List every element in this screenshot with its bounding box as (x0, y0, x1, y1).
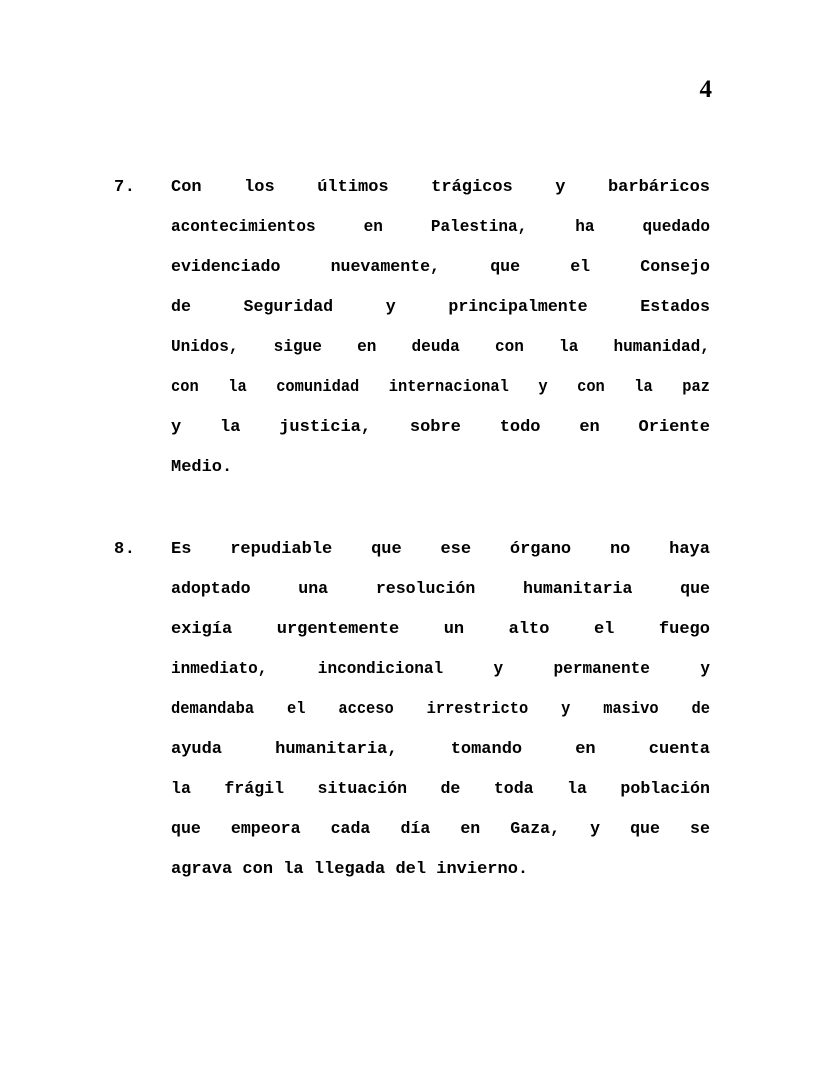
text-line (171, 208, 710, 248)
word: se (690, 820, 710, 839)
word: repudiable (230, 540, 333, 559)
numbered-paragraph (114, 168, 710, 488)
word: día (400, 820, 431, 839)
text-line (171, 368, 710, 408)
word: población (620, 780, 710, 799)
word: la (283, 860, 304, 879)
word: demandaba (171, 700, 255, 719)
paragraph-text (171, 530, 710, 890)
paragraph-number: 7. (114, 178, 136, 197)
word: Consejo (640, 258, 710, 277)
word: y (385, 298, 396, 317)
word: evidenciado (171, 258, 281, 277)
word: que (680, 580, 710, 599)
word: en (363, 218, 383, 237)
word: trágicos (431, 178, 513, 197)
word: toda (493, 780, 534, 799)
word: comunidad (276, 378, 360, 397)
word: con (494, 338, 524, 357)
text-line (171, 690, 710, 730)
word: la (634, 378, 653, 397)
text-line (171, 610, 710, 650)
word: el (286, 700, 306, 719)
word: principalmente (448, 298, 588, 317)
word: incondicional (317, 660, 444, 679)
word: ayuda (171, 740, 223, 759)
word: de (691, 700, 710, 719)
word: con (577, 378, 605, 397)
word: agrava (171, 860, 233, 879)
word: humanidad, (613, 338, 710, 357)
word: humanitaria, (275, 740, 398, 759)
word: Oriente (638, 418, 710, 437)
word: irrestricto (426, 700, 529, 719)
word: que (490, 258, 521, 277)
word: con (242, 860, 274, 879)
paragraph-number: 8. (114, 540, 136, 559)
text-line (171, 168, 710, 208)
text-line (171, 408, 710, 448)
word: con (171, 378, 199, 397)
word: del (395, 860, 427, 879)
word: Unidos, (171, 338, 239, 357)
word: invierno. (436, 860, 529, 879)
word: en (357, 338, 377, 357)
text-line (171, 328, 710, 368)
word: barbáricos (607, 178, 710, 197)
word: órgano (509, 540, 572, 559)
word: últimos (317, 178, 389, 197)
word: Palestina, (430, 218, 528, 237)
word: no (609, 540, 631, 559)
page-number: 4 (699, 76, 712, 103)
word: acontecimientos (171, 218, 316, 237)
word: una (298, 580, 329, 599)
word: llegada (313, 860, 386, 879)
word: la (567, 780, 587, 799)
word: el (593, 620, 615, 639)
text-line (171, 448, 710, 488)
word: Gaza, (510, 820, 561, 839)
word: que (171, 820, 201, 839)
word: resolución (375, 580, 476, 599)
word: permanente (553, 660, 650, 679)
word: la (171, 780, 191, 799)
word: y (590, 820, 601, 839)
word: la (220, 418, 241, 437)
text-line (171, 850, 710, 890)
word: el (570, 258, 591, 277)
word: sobre (409, 418, 461, 437)
word: fuego (658, 620, 710, 639)
document-body (114, 168, 710, 890)
word: Es (171, 540, 192, 559)
text-line (171, 650, 710, 690)
word: que (630, 820, 660, 839)
word: sigue (273, 338, 322, 357)
word: humanitaria (523, 580, 633, 599)
word: Seguridad (243, 298, 334, 317)
word: cuenta (648, 740, 710, 759)
word: exigía (171, 620, 233, 639)
text-line (171, 770, 710, 810)
word: en (579, 418, 600, 437)
word: haya (669, 540, 710, 559)
word: y (493, 660, 504, 679)
word: adoptado (171, 580, 251, 599)
word: en (460, 820, 481, 839)
word: frágil (224, 780, 285, 799)
word: tomando (450, 740, 523, 759)
numbered-paragraph (114, 530, 710, 890)
word: quedado (642, 218, 710, 237)
word: empeora (230, 820, 301, 839)
text-line (171, 288, 710, 328)
word: ese (440, 540, 472, 559)
word: justicia, (279, 418, 372, 437)
text-line (171, 248, 710, 288)
word: y (538, 378, 548, 397)
word: y (171, 418, 182, 437)
text-line (171, 530, 710, 570)
word: ha (575, 218, 595, 237)
word: inmediato, (171, 660, 268, 679)
word: todo (499, 418, 541, 437)
word: los (244, 178, 275, 197)
word: Estados (640, 298, 710, 317)
word: deuda (411, 338, 460, 357)
word: paz (682, 378, 710, 397)
word: nuevamente, (330, 258, 441, 277)
word: la (559, 338, 579, 357)
word: de (171, 298, 191, 317)
word: un (443, 620, 465, 639)
word: en (575, 740, 596, 759)
word: acceso (338, 700, 394, 719)
word: que (371, 540, 402, 559)
word: y (700, 660, 710, 679)
word: Con (171, 178, 202, 197)
text-line (171, 570, 710, 610)
word: y (555, 178, 566, 197)
paragraph-text (171, 168, 710, 488)
word: masivo (603, 700, 659, 719)
word: de (440, 780, 461, 799)
word: alto (508, 620, 550, 639)
word: y (561, 700, 571, 719)
word: internacional (388, 378, 509, 397)
word: situación (317, 780, 408, 799)
word: cada (330, 820, 371, 839)
text-line (171, 730, 710, 770)
word: urgentemente (276, 620, 400, 639)
text-line (171, 810, 710, 850)
word: Medio. (171, 458, 233, 477)
word: la (228, 378, 247, 397)
